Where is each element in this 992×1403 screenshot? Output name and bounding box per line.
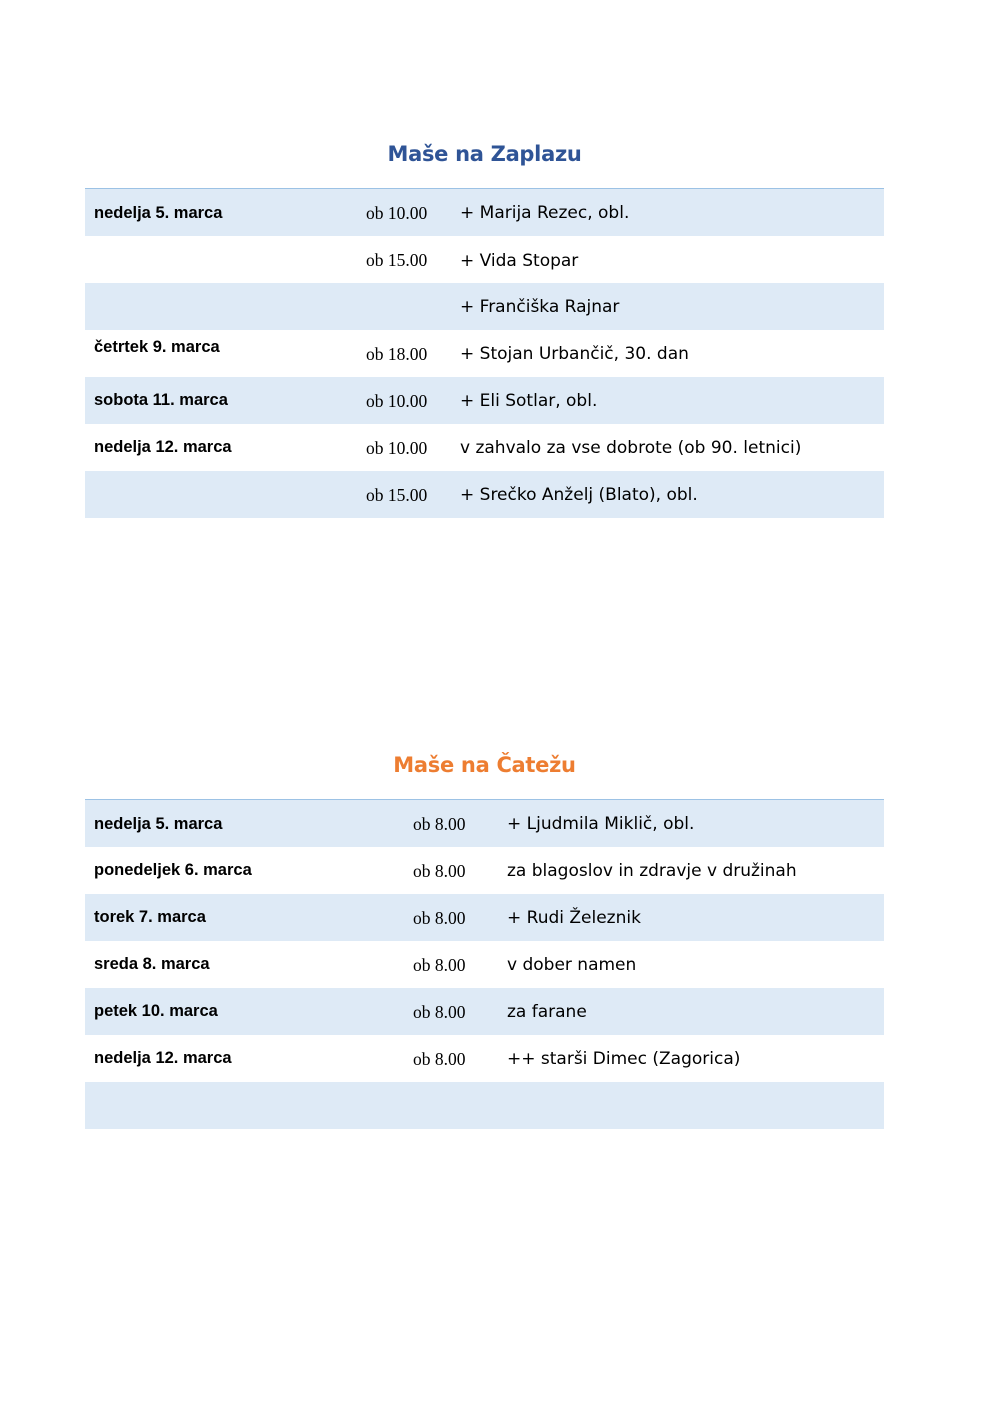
row-intention: + Frančiška Rajnar (460, 297, 620, 317)
table-row (85, 847, 884, 894)
row-intention: + Stojan Urbančič, 30. dan (460, 344, 689, 364)
row-day: sreda 8. marca (94, 955, 210, 973)
table-row (85, 941, 884, 988)
row-day: nedelja 12. marca (94, 438, 232, 456)
table-row (85, 1035, 884, 1082)
row-day: petek 10. marca (94, 1002, 218, 1020)
row-intention: v dober namen (507, 955, 637, 975)
row-intention: + Rudi Železnik (507, 908, 641, 928)
catez-table (85, 799, 884, 1129)
row-day: nedelja 5. marca (94, 815, 223, 833)
row-time: ob 8.00 (413, 814, 466, 834)
table-row (85, 424, 884, 471)
row-day: ponedeljek 6. marca (94, 861, 252, 879)
table-row (85, 800, 884, 847)
row-intention: v zahvalo za vse dobrote (ob 90. letnici) (460, 438, 802, 458)
row-day: četrtek 9. marca (94, 338, 220, 356)
zaplaz-table (85, 188, 884, 518)
row-time: ob 8.00 (413, 861, 466, 881)
row-intention: + Ljudmila Miklič, obl. (507, 814, 695, 834)
table-row (85, 283, 884, 330)
row-intention: za blagoslov in zdravje v družinah (507, 861, 797, 881)
row-time: ob 15.00 (366, 250, 428, 270)
row-time: ob 8.00 (413, 955, 466, 975)
row-time: ob 8.00 (413, 1049, 466, 1069)
row-time: ob 8.00 (413, 1002, 466, 1022)
row-intention: ++ starši Dimec (Zagorica) (507, 1049, 741, 1069)
row-intention: + Vida Stopar (460, 251, 579, 271)
row-day: sobota 11. marca (94, 391, 228, 409)
row-day: nedelja 5. marca (94, 204, 223, 222)
row-day: nedelja 12. marca (94, 1049, 232, 1067)
row-time: ob 10.00 (366, 203, 428, 223)
row-intention: za farane (507, 1002, 587, 1022)
zaplaz-title: Maše na Zaplazu (387, 142, 582, 166)
table-row (85, 189, 884, 236)
row-intention: + Eli Sotlar, obl. (460, 391, 598, 411)
table-row (85, 471, 884, 518)
row-day: torek 7. marca (94, 908, 206, 926)
row-time: ob 18.00 (366, 344, 428, 364)
row-intention: + Marija Rezec, obl. (460, 203, 630, 223)
table-row (85, 377, 884, 424)
row-intention: + Srečko Anželj (Blato), obl. (460, 485, 698, 505)
row-time: ob 10.00 (366, 391, 428, 411)
catez-title: Maše na Čatežu (393, 753, 576, 777)
row-time: ob 8.00 (413, 908, 466, 928)
table-row (85, 988, 884, 1035)
table-row (85, 894, 884, 941)
table-row (85, 330, 884, 377)
row-time: ob 15.00 (366, 485, 428, 505)
row-time: ob 10.00 (366, 438, 428, 458)
table-row (85, 1082, 884, 1129)
table-row (85, 236, 884, 283)
